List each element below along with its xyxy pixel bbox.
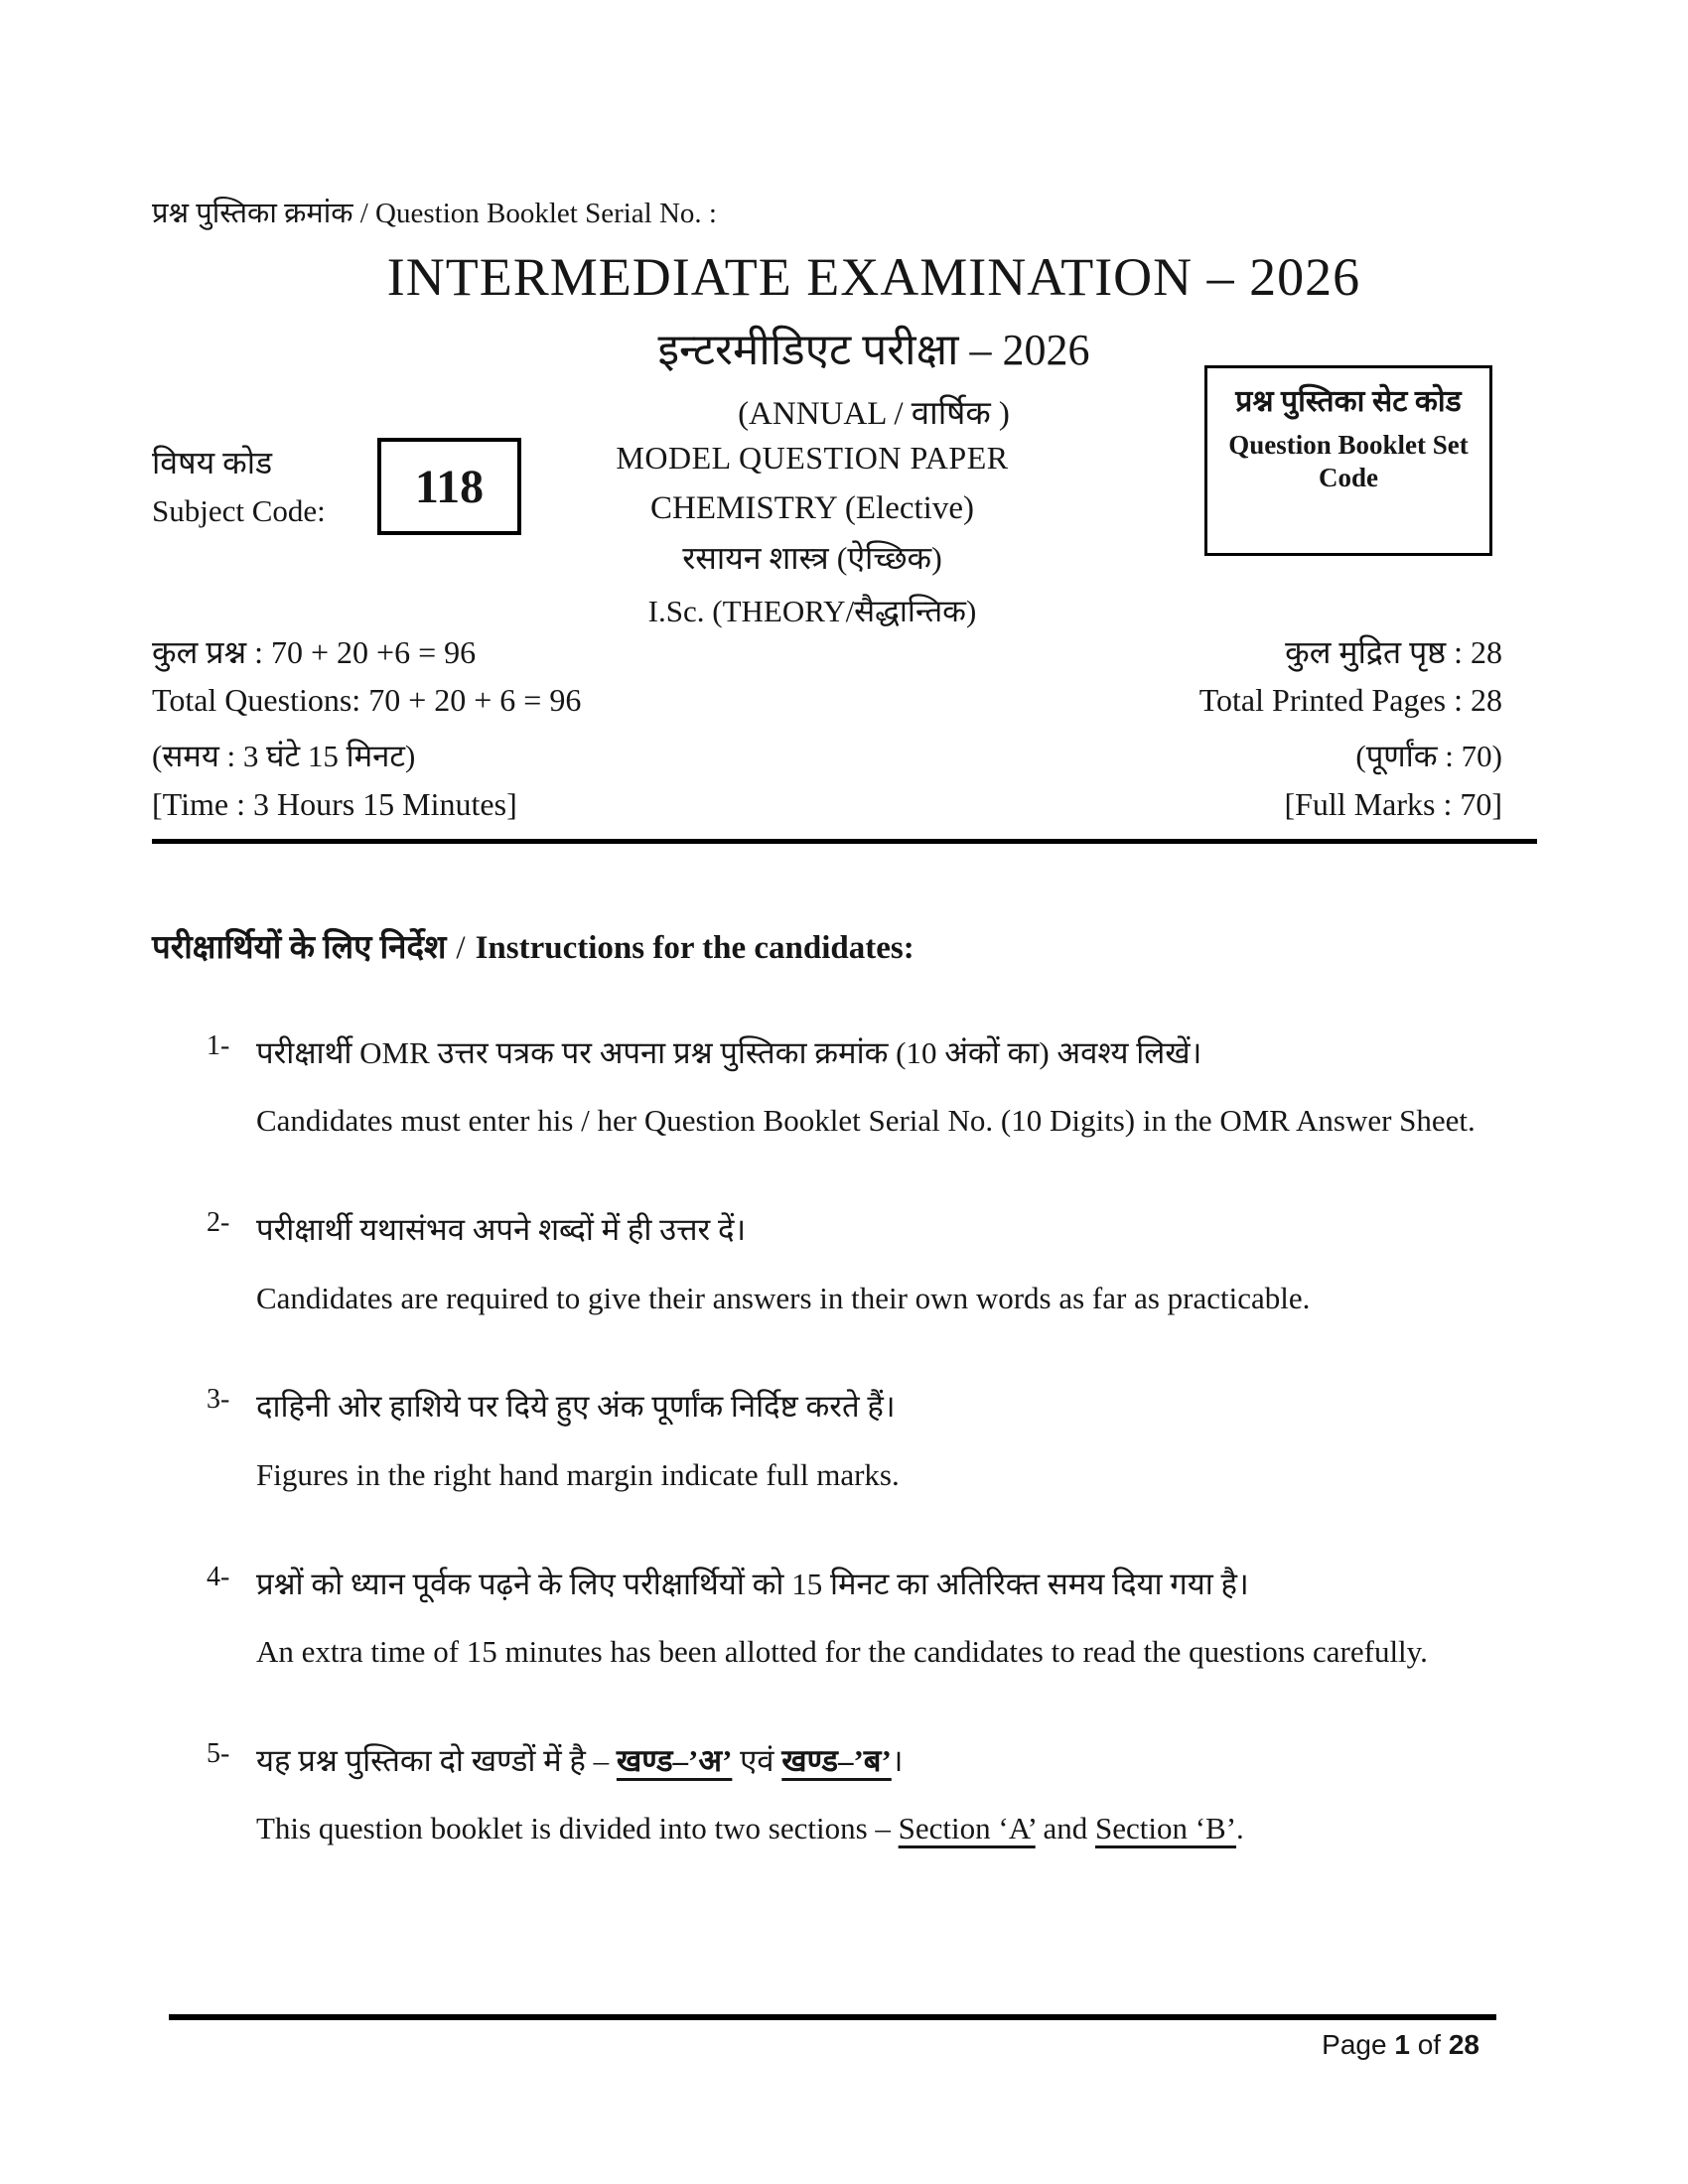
instruction-item-2 bbox=[207, 1201, 1527, 1327]
page-number bbox=[1322, 2029, 1479, 2061]
instruction-text-english bbox=[256, 1800, 1527, 1858]
section-sentence-prefix-hindi: यह प्रश्न पुस्तिका दो खण्डों में है – bbox=[256, 1742, 617, 1778]
time-english: [Time : 3 Hours 15 Minutes] bbox=[152, 786, 517, 822]
header-divider-rule bbox=[152, 839, 1537, 844]
instruction-text-english: Figures in the right hand margin indicate full marks. bbox=[256, 1456, 900, 1492]
course-line: I.Sc. (THEORY/सैद्धान्तिक) bbox=[647, 594, 977, 628]
paper-info-block bbox=[544, 440, 1080, 631]
section-a-label-english: Section ‘A’ bbox=[898, 1811, 1036, 1846]
page-word: Page bbox=[1322, 2029, 1387, 2060]
instructions-heading-separator: / bbox=[456, 930, 466, 966]
instructions-heading-english: Instructions for the candidates: bbox=[475, 930, 914, 966]
exam-title-hindi: इन्टरमीडिएट परीक्षा – 2026 bbox=[657, 326, 1090, 374]
instruction-number: 2- bbox=[207, 1207, 230, 1239]
subject-code-box bbox=[377, 438, 521, 535]
of-word: of bbox=[1417, 2029, 1442, 2060]
page-number-value: 1 bbox=[1394, 2029, 1410, 2060]
instruction-text-hindi: परीक्षार्थी OMR उत्तर पत्रक पर अपना प्रश्न पुस्तिका क्रमांक (10 अंकों का) अवश्य लिखें। bbox=[256, 1035, 1202, 1070]
subject-code-value: 118 bbox=[414, 460, 485, 513]
instruction-number: 5- bbox=[207, 1737, 230, 1769]
instruction-item-3 bbox=[207, 1378, 1527, 1504]
instruction-text-hindi: दाहिनी ओर हाशिये पर दिये हुए अंक पूर्णांक निर्दिष्ट करते हैं। bbox=[256, 1389, 896, 1425]
section-sentence-mid-hindi: एवं bbox=[732, 1742, 782, 1778]
instruction-item-5 bbox=[207, 1732, 1527, 1858]
instruction-text-english: An extra time of 15 minutes has been allotted for the candidates to read the questions carefully. bbox=[256, 1634, 1428, 1670]
instruction-number: 1- bbox=[207, 1030, 230, 1061]
total-pages-english: Total Printed Pages : 28 bbox=[1198, 682, 1502, 718]
instruction-text-hindi: प्रश्नों को ध्यान पूर्वक पढ़ने के लिए परीक्षार्थियों को 15 मिनट का अतिरिक्त समय दिया गया है। bbox=[256, 1566, 1249, 1601]
model-question-paper-line: MODEL QUESTION PAPER bbox=[616, 440, 1009, 476]
instruction-text-hindi: परीक्षार्थी यथासंभव अपने शब्दों में ही उत्तर दें। bbox=[256, 1212, 747, 1248]
set-code-label-hindi: प्रश्न पुस्तिका सेट कोड bbox=[1235, 385, 1462, 418]
section-b-label-english: Section ‘B’ bbox=[1094, 1811, 1237, 1846]
total-questions-hindi: कुल प्रश्न : 70 + 20 +6 = 96 bbox=[152, 634, 477, 670]
instructions-heading-hindi: परीक्षार्थियों के लिए निर्देश bbox=[152, 930, 447, 966]
instruction-text-english: Candidates are required to give their answers in their own words as far as practicable. bbox=[256, 1280, 1311, 1315]
section-sentence-suffix-english: . bbox=[1236, 1811, 1244, 1846]
subject-code-label-hindi: विषय कोड bbox=[152, 445, 273, 480]
footer-rule bbox=[169, 2014, 1496, 2020]
booklet-set-code-box bbox=[1204, 365, 1492, 556]
section-b-label-hindi: खण्ड–’ब’ bbox=[781, 1742, 892, 1778]
total-pages-hindi: कुल मुद्रित पृष्ठ : 28 bbox=[1285, 634, 1502, 670]
total-questions-english: Total Questions: 70 + 20 + 6 = 96 bbox=[152, 682, 582, 718]
instruction-text-hindi bbox=[256, 1732, 1527, 1789]
full-marks-hindi: (पूर्णांक : 70) bbox=[1355, 739, 1502, 773]
instruction-number: 4- bbox=[207, 1561, 230, 1592]
instruction-item-4 bbox=[207, 1556, 1527, 1682]
instructions-list bbox=[207, 1024, 1527, 1909]
total-pages-value: 28 bbox=[1448, 2029, 1479, 2060]
set-code-label-english: Question Booklet Set Code bbox=[1228, 429, 1469, 493]
instruction-number: 3- bbox=[207, 1384, 230, 1416]
section-sentence-suffix-hindi: । bbox=[891, 1742, 904, 1778]
instruction-item-1 bbox=[207, 1024, 1527, 1151]
section-sentence-prefix-english: This question booklet is divided into two sections – bbox=[256, 1811, 899, 1846]
booklet-serial-label: प्रश्न पुस्तिका क्रमांक / Question Booklet Serial No. : bbox=[152, 198, 717, 229]
section-a-label-hindi: खण्ड–’अ’ bbox=[616, 1742, 733, 1778]
subject-code-label-english: Subject Code: bbox=[152, 493, 326, 528]
subject-name-english: CHEMISTRY (Elective) bbox=[650, 490, 974, 526]
time-hindi: (समय : 3 घंटे 15 मिनट) bbox=[152, 739, 416, 773]
subject-name-hindi: रसायन शास्त्र (ऐच्छिक) bbox=[682, 540, 942, 576]
instructions-heading bbox=[152, 923, 914, 968]
exam-title-english: INTERMEDIATE EXAMINATION – 2026 bbox=[386, 247, 1361, 307]
full-marks-english: [Full Marks : 70] bbox=[1284, 786, 1502, 822]
section-sentence-mid-english: and bbox=[1035, 1811, 1095, 1846]
annual-line: (ANNUAL / वार्षिक ) bbox=[738, 396, 1010, 432]
instruction-text-english: Candidates must enter his / her Question Booklet Serial No. (10 Digits) in the OMR Answer Sheet. bbox=[256, 1103, 1476, 1139]
